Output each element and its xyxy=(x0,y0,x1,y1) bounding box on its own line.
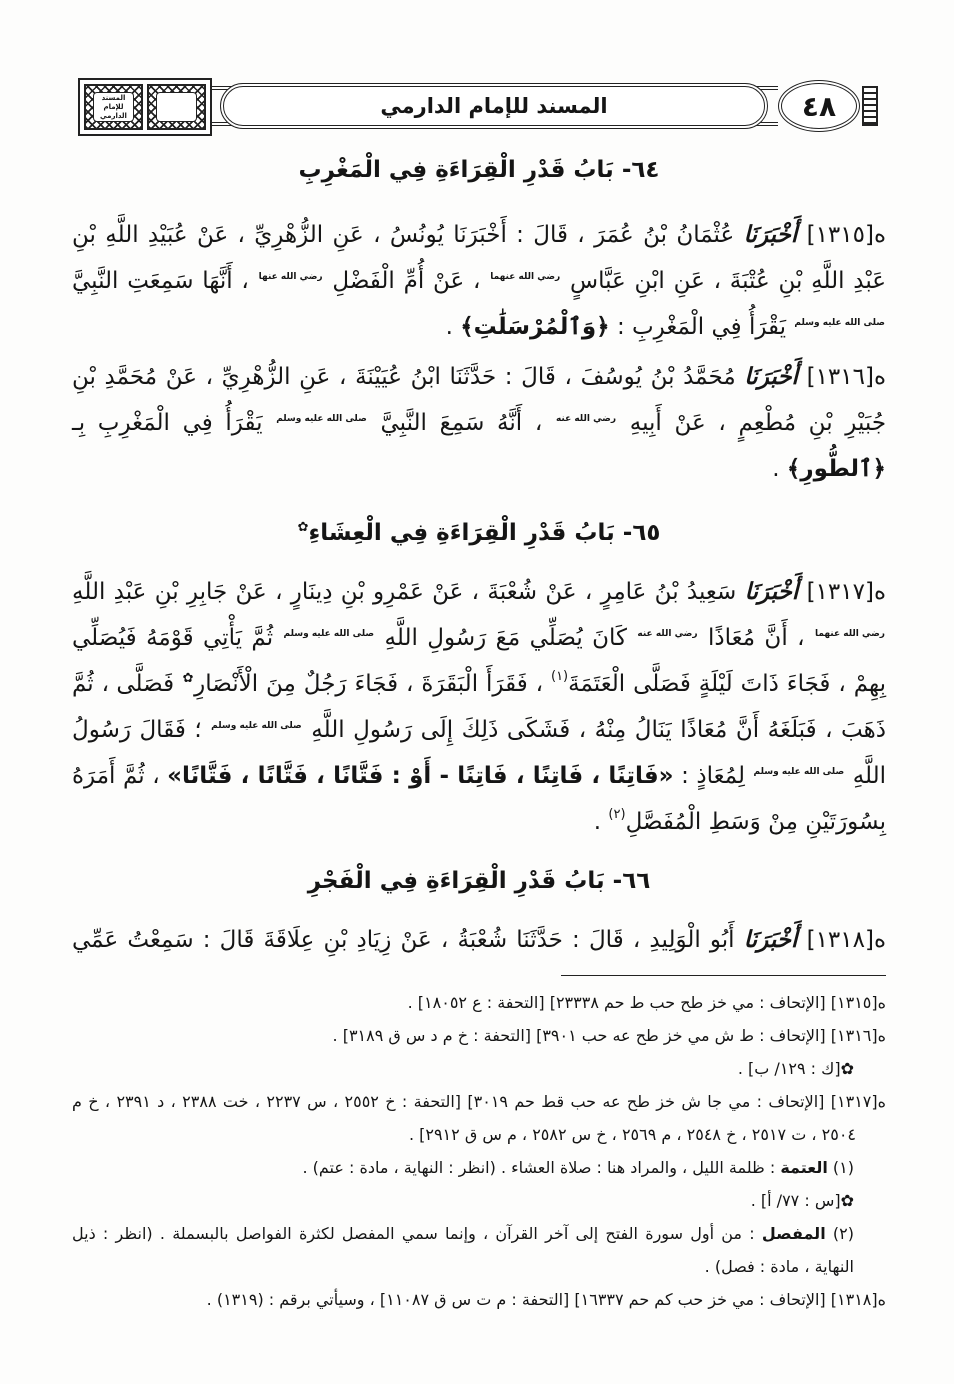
main-text xyxy=(72,148,886,1316)
hadith-number: ه[١٣١٦] xyxy=(806,364,887,390)
text-run: (٢) xyxy=(832,1224,855,1243)
footnote-ref: (١) xyxy=(550,669,569,684)
honorific: صلى الله عليه وسلم xyxy=(211,721,302,731)
footnote-separator xyxy=(561,975,886,976)
hadith-paragraph xyxy=(72,569,886,845)
text-run: أَبُو الْوَلِيدِ ، قَالَ : حَدَّثَنَا شُعْبَةُ ، عَنْ زِيَادِ بْنِ عِلَاقَةَ قَالَ : سَمِعْتُ عَمِّي xyxy=(72,927,735,953)
section-title: بَابُ قَدْرِ الْقِرَاءَةِ فِي الْعِشَاءِ xyxy=(308,520,615,546)
honorific: صلى الله عليه وسلم xyxy=(276,414,367,424)
text-run: . xyxy=(593,809,602,835)
header-ornament xyxy=(78,78,212,136)
section-title: بَابُ قَدْرِ الْقِرَاءَةِ فِي الْفَجْرِ xyxy=(307,868,605,894)
narration-term: أَخْبَرَنَا xyxy=(744,364,798,390)
text-run: يَقْرَأُ فِي الْمَغْرِبِ بِـ xyxy=(72,410,263,436)
honorific: رضي الله عنها xyxy=(258,272,323,282)
quran-verse: ﴿وَٱلْمُرْسَلَٰتِ﴾ xyxy=(460,314,610,340)
footnote-line xyxy=(72,986,886,1019)
text-run: ه[١٣١٨] [الإتحاف : مي خز حب كم حم ١٦٣٣٧] [التحفة : م ت س ق ١١٠٨٧] ، وسيأتي برقم : (١٣١٩) . xyxy=(206,1290,886,1309)
footnote-line xyxy=(72,1085,886,1151)
text-run: ، ثُمَّ أَمَرَهُ بِسُورَتَيْنِ مِنْ وَسَطِ الْمُفَصَّلِ xyxy=(72,763,886,835)
text-run: يَقْرَأُ فِي الْمَغْرِبِ : xyxy=(616,314,787,340)
text-run: ثُمَّ يَأْتِي قَوْمَهُ فَيُصَلِّي بِهِمْ ، فَجَاءَ ذَاتَ لَيْلَةٍ فَصَلَّى الْعَتَمَةَ xyxy=(72,625,887,697)
text-run: . xyxy=(772,456,780,482)
text-run: ✿[ك : ١٢٩/ ب] . xyxy=(737,1059,854,1078)
hadith-number: ه[١٣١٨] xyxy=(806,927,887,953)
text-run: ه[١٣١٦] [الإتحاف : ط ش مي خز طح عه حب ٣٩٠١] [التحفة : خ م د س ق ٣١٨٩] . xyxy=(332,1026,886,1045)
quran-verse: ﴿ٱلطُّورِ﴾ xyxy=(786,456,886,482)
honorific: رضي الله عنهما xyxy=(814,629,885,639)
honorific: صلى الله عليه وسلم xyxy=(283,629,375,639)
book-title: المسند للإمام الدارمي xyxy=(220,83,768,129)
footnote-line xyxy=(72,1283,886,1316)
honorific: صلى الله عليه وسلم xyxy=(753,767,845,777)
emblem-square xyxy=(84,84,143,130)
text-run: ✿[س : ٧٧/ أ] . xyxy=(750,1191,854,1210)
section-heading xyxy=(72,148,886,192)
section-title: بَابُ قَدْرِ الْقِرَاءَةِ فِي الْمَغْرِبِ xyxy=(298,157,614,183)
narration-term: أَخْبَرَنَا xyxy=(744,579,799,605)
footnote-line xyxy=(72,1151,886,1184)
honorific: صلى الله عليه وسلم xyxy=(794,318,885,328)
section-number: ٦٦- xyxy=(612,868,651,894)
text-run: : من أول سورة الفتح إلى آخر القرآن ، وإنما سمي المفصل لكثرة الفواصل بالبسملة . (انظر : ذيل النهاية ، مادة : فصل) . xyxy=(72,1224,854,1276)
hadith-paragraph xyxy=(72,354,886,492)
text-run: ه[١٣١٥] [الإتحاف : مي خز طح حب ط حم ٢٣٣٣٨] [التحفة : ع ١٨٠٥٢] . xyxy=(407,993,886,1012)
honorific: رضي الله عنه xyxy=(555,414,617,424)
text-run: لِمُعَاذٍ : xyxy=(681,763,746,789)
section-heading xyxy=(72,506,886,555)
text-run: عُثْمَانُ بْنُ عُمَرَ ، قَالَ : أَخْبَرَنَا يُونُسُ ، عَنِ الزُّهْرِيِّ ، عَنْ عُبَيْدِ اللَّهِ بْنِ عَبْدِ اللَّهِ بْنِ عُتْبَةَ ، عَنِ ابْنِ عَبَّاسٍ xyxy=(72,222,887,294)
ornament-inner xyxy=(156,92,197,122)
text-run: : ظلمة الليل ، والمراد هنا : صلاة العشاء . (انظر : النهاية ، مادة : عتم) . xyxy=(302,1158,776,1177)
text-run: ، أَنَّهُ سَمِعَ النَّبِيَّ xyxy=(380,410,543,436)
text-run: سَعِيدُ بْنُ عَامِرٍ ، عَنْ شُعْبَةَ ، عَنْ عَمْرِو بْنِ دِينَارٍ ، عَنْ جَابِرِ بْنِ عَبْدِ اللَّهِ xyxy=(72,579,737,605)
footnote-line xyxy=(72,1184,886,1217)
manuscript-marker: ✿ xyxy=(182,671,195,686)
footnote-line xyxy=(72,1052,886,1085)
section-number: ٦٤- xyxy=(621,157,660,183)
hadith-number: ه[١٣١٧] xyxy=(806,579,886,605)
footnote-line xyxy=(72,1217,886,1283)
narration-term: أَخْبَرَنَا xyxy=(743,222,798,248)
text-run: ه[١٣١٧] [الإتحاف : مي جا ش خز طح عه حب قط حم ٣٠١٩] [التحفة : خ ٢٥٥٢ ، س ٢٢٣٧ ، خت ٢٣٨٨ ، د ٢٣٩١ ، خ م ٢٥٠٤ ، ت ٢٥١٧ ، خ ٢٥٤٨ ، م ٢٥٦٩ ، خ س ٢٥٨٢ ، م س ق ٢٩١٢] . xyxy=(72,1092,887,1144)
text-run: ، عَنْ أُمِّ الْفَضْلِ xyxy=(332,268,481,294)
defined-term: العتمة xyxy=(780,1158,828,1177)
text-run: ، أَنَّ مُعَاذًا xyxy=(707,625,805,651)
hadith-paragraph xyxy=(72,212,886,350)
text-run: . xyxy=(445,314,453,340)
section-heading xyxy=(72,859,886,903)
defined-term: المفصل xyxy=(761,1224,826,1243)
book-emblem: المسند للإمام الدارمي xyxy=(93,92,134,122)
text-run: ؛ فَقَالَ رَسُولُ اللَّهِ xyxy=(72,717,887,789)
hadith-paragraph xyxy=(72,917,886,963)
text-run: فَصَلَّى ، ثُمَّ ذَهَبَ ، فَبَلَغَهُ أَنَّ مُعَاذًا يَنَالُ مِنْهُ ، فَشَكَى ذَلِكَ إِلَى رَسُولِ اللَّهِ xyxy=(72,671,887,743)
text-run: (١) xyxy=(832,1158,854,1177)
section-number: ٦٥- xyxy=(622,520,661,546)
text-run: كَانَ يُصَلِّي مَعَ رَسُولِ اللَّهِ xyxy=(384,625,628,651)
page-number: ٤٨ xyxy=(778,80,860,132)
text-run: ، فَقَرَأَ الْبَقَرَةَ ، فَجَاءَ رَجُلٌ مِنَ الْأَنْصَارِ xyxy=(194,671,544,697)
prophetic-saying: «فَاتِنًا ، فَاتِنًا ، فَاتِنًا - أَوْ : فَتَّانًا ، فَتَّانًا ، فَتَّانًا» xyxy=(167,763,674,789)
honorific: رضي الله عنه xyxy=(637,629,698,639)
text-run: مُحَمَّدُ بْنُ يُوسُفَ ، قَالَ : حَدَّثَنَا ابْنُ عُيَيْنَةَ ، عَنِ الزُّهْرِيِّ ، عَنْ مُحَمَّدِ بْنِ جُبَيْرِ بْنِ مُطْعِمٍ ، عَنْ أَبِيهِ xyxy=(72,364,887,436)
running-header xyxy=(78,78,878,136)
header-end-ornament xyxy=(862,86,878,126)
manuscript-marker: ✿ xyxy=(297,520,309,535)
honorific: رضي الله عنهما xyxy=(490,272,561,282)
ornament-square xyxy=(147,84,206,130)
footnote-ref: (٢) xyxy=(608,807,626,822)
footnote-line xyxy=(72,1019,886,1052)
text-run: ، أَنَّهَا سَمِعَتِ النَّبِيَّ xyxy=(72,268,249,294)
narration-term: أَخْبَرَنَا xyxy=(743,927,798,953)
footnotes xyxy=(72,986,886,1316)
hadith-number: ه[١٣١٥] xyxy=(806,222,887,248)
